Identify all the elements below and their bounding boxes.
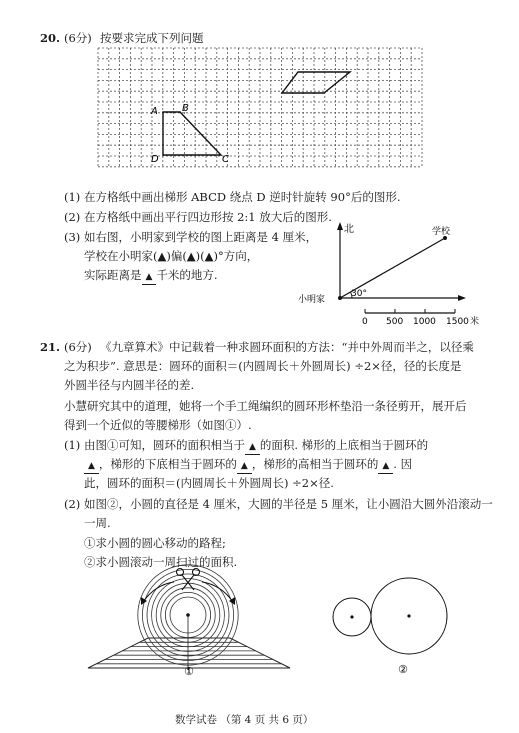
- trapezoid-abcd: [163, 112, 221, 155]
- q21-sub1-b-mid2: ，梯形的高相当于圆环的: [251, 457, 379, 471]
- school-label: 学校: [432, 227, 451, 237]
- scale-tick-1000: 1000: [413, 317, 436, 327]
- q20-sub1: (1) 在方格纸中画出梯形 ABCD 绕点 D 逆时针旋转 90°后的图形.: [64, 190, 401, 204]
- figure-1-ring-trapezoid: [88, 565, 290, 678]
- answer-blank[interactable]: ▲: [84, 459, 99, 474]
- q21-item1: ①求小圆的圆心移动的路程;: [84, 536, 226, 550]
- page-footer: 数学试卷 （第 4 页 共 6 页）: [175, 714, 314, 726]
- q20-grid-figure: [0, 0, 519, 330]
- q21-sub2-b: 一周.: [84, 516, 111, 530]
- q21-sub1-b-mid1: ，梯形的下底相当于圆环的: [98, 457, 237, 471]
- q21-intro-1: 《九章算术》中记载着一种求圆环面积的方法：“并中外周而半之，以径乘: [100, 340, 474, 354]
- q21-para-2: 得到一个近似的等腰梯形（如图①）.: [64, 418, 252, 432]
- scale-unit: 米: [470, 317, 480, 327]
- q20-sub2: (2) 在方格纸中画出平行四边形按 2:1 放大后的图形.: [64, 210, 332, 224]
- q20-sub3-b: 学校在小明家(▲)偏(▲)(▲)°方向，: [84, 249, 259, 263]
- figure-2-circles: [333, 578, 447, 676]
- q20-sub3-a: (3) 如右图，小明家到学校的图上距离是 4 厘米，: [64, 230, 318, 244]
- q21-sub1-a-post: 的面积. 梯形的上底相当于圆环的: [259, 438, 429, 452]
- home-label: 小明家: [298, 295, 326, 305]
- angle-label: 30°: [351, 289, 367, 299]
- q20-sub3-c-post: 千米的地方.: [156, 268, 218, 282]
- q21-intro-2: 之为积步”. 意思是：圆环的面积＝(内圆周长＋外圆周长) ÷2×径，径的长度是: [64, 359, 462, 373]
- q21-sub1-c: 此，圆环的面积＝(内圆周长＋外圆周长) ÷2×径.: [84, 476, 334, 490]
- figure-1-label: ①: [184, 665, 194, 678]
- q21-score: (6分): [64, 340, 92, 354]
- q20-score: (6分): [64, 31, 92, 45]
- label-a: A: [151, 106, 158, 117]
- label-b: B: [182, 103, 189, 114]
- label-d: D: [151, 154, 159, 165]
- figure-2-label: ②: [398, 663, 408, 676]
- answer-blank[interactable]: ▲: [237, 459, 252, 474]
- q21-sub1-b-post: . 因: [393, 457, 413, 471]
- q20-sub3-c: [84, 268, 218, 285]
- scale-tick-1500: 1500: [446, 317, 469, 327]
- answer-blank[interactable]: ▲: [245, 440, 260, 455]
- q21-intro-3: 外圆半径与内圆半径的差.: [64, 378, 195, 392]
- q21-item2: ②求小圆滚动一周扫过的面积.: [84, 555, 238, 569]
- q21-sub2-a: (2) 如图②，小圆的直径是 4 厘米，大圆的半径是 5 厘米，让小圆沿大圆外沿滚动一: [64, 497, 493, 511]
- label-c: C: [222, 154, 229, 165]
- q21-figures: [0, 560, 519, 680]
- scale-tick-0: 0: [362, 317, 368, 327]
- q20-number: 20.: [40, 31, 61, 45]
- scale-tick-500: 500: [386, 317, 404, 327]
- q21-sub1-a-pre: (1) 由图①可知，圆环的面积相当于: [64, 438, 245, 452]
- q21-number: 21.: [40, 340, 61, 354]
- q21-sub1-b: [84, 457, 412, 474]
- answer-blank[interactable]: ▲: [142, 270, 157, 285]
- q20-prompt: 按要求完成下列问题: [100, 31, 204, 45]
- north-label: 北: [344, 224, 354, 235]
- direction-map: [298, 222, 479, 327]
- q20-sub3-c-pre: 实际距离是: [84, 268, 142, 282]
- q21-sub1-a: [64, 438, 428, 455]
- q21-para-1: 小慧研究其中的道理，她将一个手工绳编织的圆环形杯垫沿一条径剪开，展开后: [64, 399, 467, 413]
- answer-blank[interactable]: ▲: [378, 459, 393, 474]
